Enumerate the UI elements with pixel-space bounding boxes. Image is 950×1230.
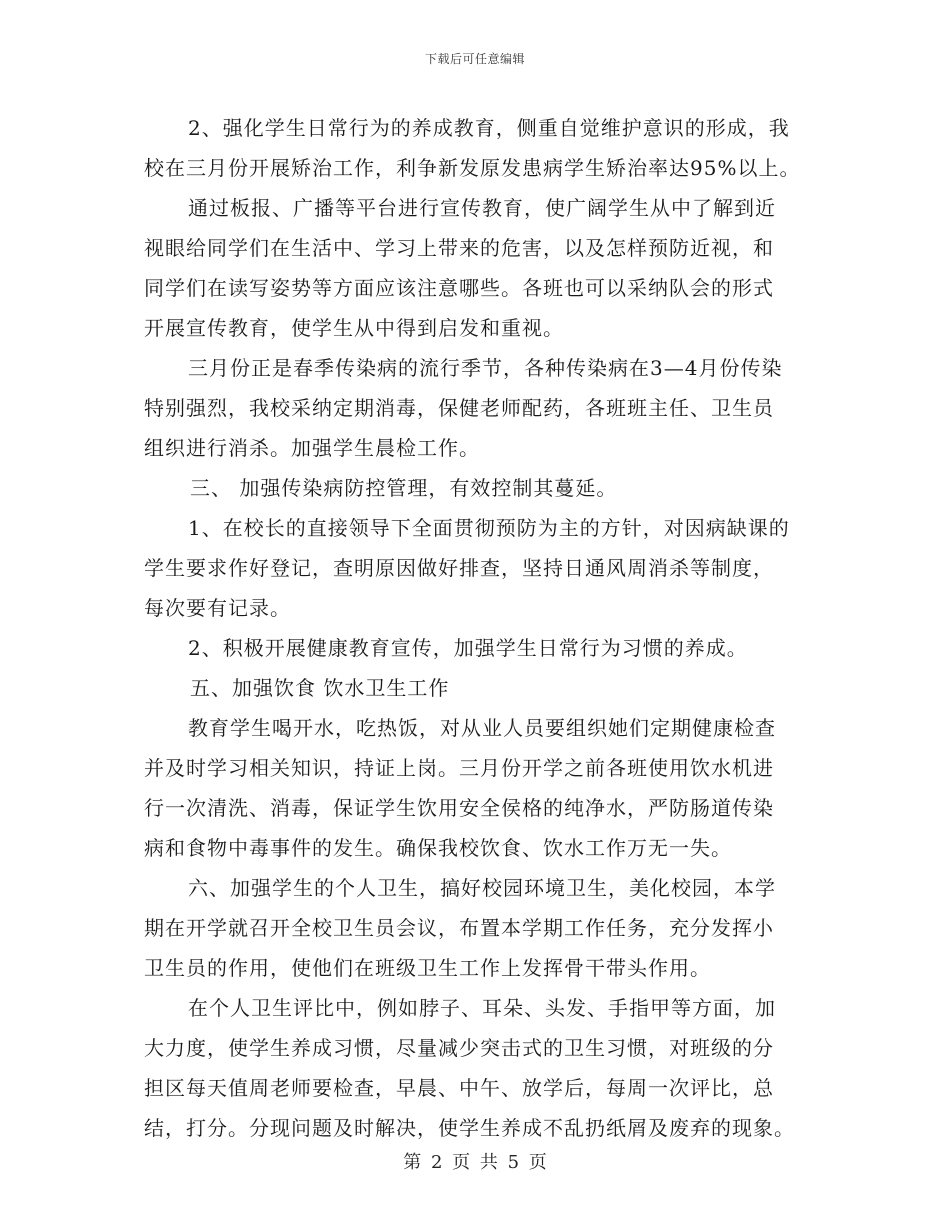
paragraph-line: 每次要有记录。 — [144, 596, 291, 620]
paragraph-line: 同学们在读写姿势等方面应该注意哪些。各班也可以采纳队会的形式 — [144, 276, 774, 300]
paragraph-line: 期在开学就召开全校卫生员会议，布置本学期工作任务，充分发挥小 — [144, 916, 774, 940]
paragraph-line: 卫生员的作用，使他们在班级卫生工作上发挥骨干带头作用。 — [144, 956, 711, 980]
paragraph-line: 通过板报、广播等平台进行宣传教育，使广阔学生从中了解到近 — [188, 196, 776, 220]
paragraph-line: 结，打分。分现问题及时解决，使学生养成不乱扔纸屑及废弃的现象。 — [144, 1116, 795, 1140]
paragraph-line: 行一次清洗、消毒，保证学生饮用安全侯格的纯净水，严防肠道传染 — [144, 796, 774, 820]
paragraph-line: 病和食物中毒事件的发生。确保我校饮食、饮水工作万无一失。 — [144, 836, 732, 860]
paragraph-line: 组织进行消杀。加强学生晨检工作。 — [144, 436, 480, 460]
paragraph-line: 学生要求作好登记，查明原因做好排查，坚持日通风周消杀等制度， — [144, 556, 774, 580]
paragraph-line: 视眼给同学们在生活中、学习上带来的危害，以及怎样预防近视，和 — [144, 236, 774, 260]
paragraph-line: 开展宣传教育，使学生从中得到启发和重视。 — [144, 316, 564, 340]
paragraph-line: 六、加强学生的个人卫生，搞好校园环境卫生，美化校园，本学 — [188, 876, 776, 900]
paragraph-line: 2、强化学生日常行为的养成教育，侧重自觉维护意识的形成，我 — [188, 116, 790, 140]
page-header: 下载后可任意编辑 — [424, 52, 525, 66]
paragraph-line: 1、在校长的直接领导下全面贯彻预防为主的方针，对因病缺课的 — [188, 516, 790, 540]
document-body — [144, 108, 808, 1148]
paragraph-line: 在个人卫生评比中，例如脖子、耳朵、头发、手指甲等方面，加 — [188, 996, 776, 1020]
paragraph-line: 并及时学习相关知识，持证上岗。三月份开学之前各班使用饮水机进 — [144, 756, 774, 780]
section-heading: 三、 加强传染病防控管理，有效控制其蔓延。 — [190, 476, 618, 500]
paragraph-line: 2、积极开展健康教育宣传，加强学生日常行为习惯的养成。 — [188, 636, 748, 660]
paragraph-line: 特别强烈，我校采纳定期消毒，保健老师配药，各班班主任、卫生员 — [144, 396, 774, 420]
paragraph-line: 校在三月份开展矫治工作，利争新发原发患病学生矫治率达95%以上。 — [144, 156, 801, 180]
paragraph-line: 三月份正是春季传染病的流行季节，各种传染病在3—4月份传染 — [188, 356, 783, 380]
paragraph-line: 大力度，使学生养成习惯，尽量减少突击式的卫生习惯，对班级的分 — [144, 1036, 774, 1060]
section-heading: 五、加强饮食 饮水卫生工作 — [190, 676, 450, 700]
paragraph-line: 担区每天值周老师要检查，早晨、中午、放学后，每周一次评比，总 — [144, 1076, 774, 1100]
page-footer: 第 2 页 共 5 页 — [403, 1152, 547, 1173]
paragraph-line: 教育学生喝开水，吃热饭，对从业人员要组织她们定期健康检查 — [188, 716, 776, 740]
